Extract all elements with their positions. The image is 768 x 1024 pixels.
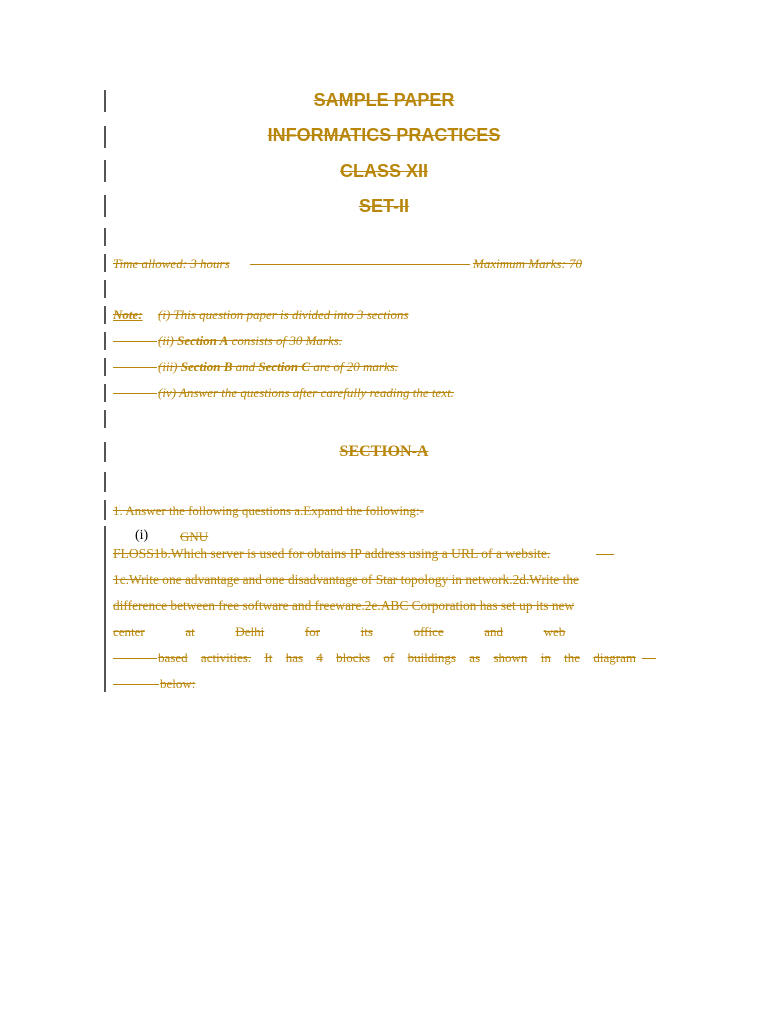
note-item-1: (i) This question paper is divided into 3 sections [158,307,409,322]
word: for [304,624,321,639]
change-bar [104,500,106,520]
change-bar [104,254,106,272]
question-1: 1. Answer the following questions a.Expand the following:- [113,503,424,518]
word: blocks [336,650,371,665]
word: based [158,650,188,665]
header-set: SET-II [358,196,409,216]
change-bar [104,228,106,246]
word: as [469,650,481,665]
word: activities. [200,650,252,665]
word: has [285,650,304,665]
max-marks: Maximum Marks: 70 [473,256,583,271]
note-item-3: (iii) Section B and Section C are of 20 marks. [158,359,399,374]
time-allowed: Time allowed: 3 hours [113,256,230,271]
strike-filler [113,367,157,368]
change-bar [104,472,106,492]
word: center [113,624,145,639]
header-class: CLASS XII [339,161,428,181]
trailing-space [606,624,656,640]
word: in [540,650,551,665]
strike-filler [113,684,159,685]
change-bar [104,332,106,350]
center-line [113,624,656,640]
word: buildings [407,650,456,665]
word: Delhi [235,624,265,639]
note-item-2: (ii) Section A consists of 30 Marks. [158,333,343,348]
strike-filler [113,341,157,342]
change-bar [104,358,106,376]
strike-filler [642,658,656,659]
change-bar [104,280,106,298]
word: It [264,650,273,665]
floss-line: FLOSS1b.Which server is used for obtains IP address using a URL of a website. [113,546,551,561]
section-title: SECTION-A [339,443,429,460]
header-sample-paper: SAMPLE PAPER [313,90,455,110]
roman-numeral-i: (i) [135,528,149,543]
note-label: Note: [113,307,143,322]
word: and [484,624,504,639]
word: at [185,624,195,639]
strike-filler [596,554,614,555]
change-bar [104,306,106,324]
change-bar [104,526,106,692]
word: office [413,624,444,639]
word: web [543,624,566,639]
change-bar [104,410,106,428]
strike-filler [113,658,157,659]
based-line [158,650,636,666]
strike-filler [250,264,470,265]
word: shown [493,650,528,665]
word: the [564,650,581,665]
below-text: below: [160,676,196,691]
word: diagram [593,650,636,665]
note-item-4: (iv) Answer the questions after carefully reading the text. [158,385,454,400]
word: of [383,650,395,665]
change-bar [104,384,106,402]
word: its [360,624,373,639]
gnu-text: GNU [180,529,209,544]
header-subject: INFORMATICS PRACTICES [267,125,501,145]
word: 4 [316,650,323,665]
strike-filler [113,393,157,394]
difference-line: difference between free software and freeware.2e.ABC Corporation has set up its new [113,598,575,613]
question-1c-line: 1c.Write one advantage and one disadvantage of Star topology in network.2d.Write the [113,572,579,587]
